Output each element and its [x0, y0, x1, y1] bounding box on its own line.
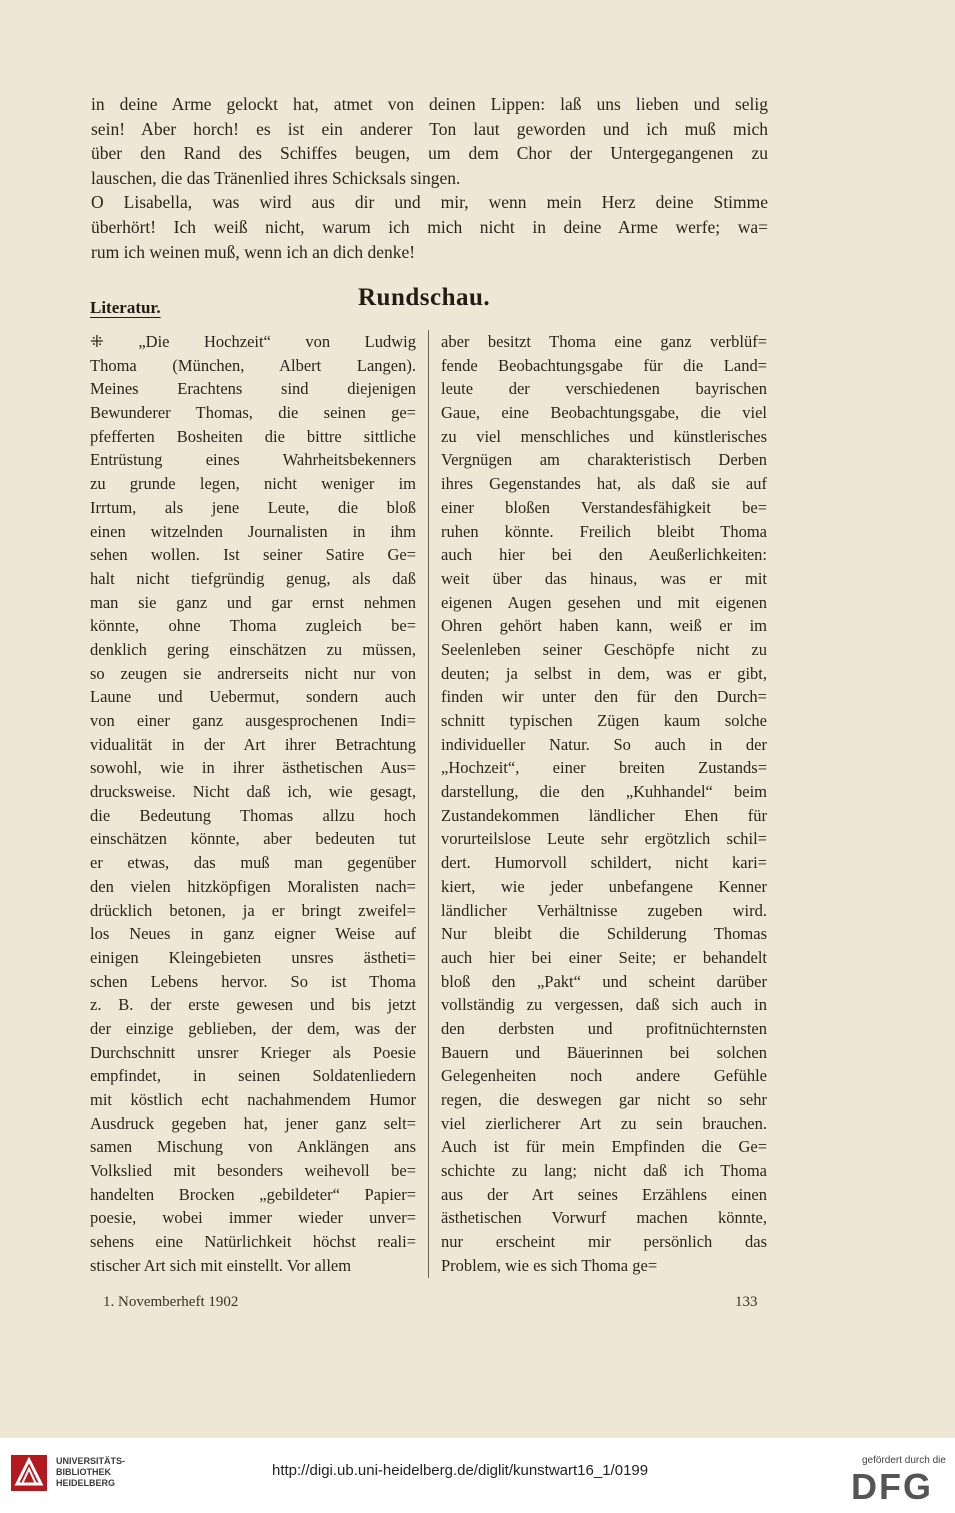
text-line: weit über das hinaus, was er mit	[441, 568, 767, 588]
text-line: ⁜ „Die Hochzeit“ von Ludwig	[90, 332, 416, 351]
text-line: nur erscheint mir persönlich das	[441, 1232, 767, 1252]
text-line: könnte, ohne Thoma zugleich be=	[90, 616, 416, 636]
text-line: aber besitzt Thoma eine ganz verblüf=	[441, 332, 767, 351]
text-line: pfefferten Bosheiten die bittre sittliche	[90, 426, 416, 446]
column-divider	[428, 330, 429, 1278]
text-line: schnitt typischen Zügen kaum solche	[441, 711, 767, 730]
dfg-logo: DFG	[851, 1466, 933, 1507]
left-column	[90, 330, 416, 1278]
text-line: Nur bleibt die Schilderung Thomas	[441, 924, 767, 944]
text-line: z. B. der erste gewesen und bis jetzt	[90, 995, 416, 1015]
text-line: rum ich weinen muß, wenn ich an dich denke!	[91, 241, 416, 262]
section-heading: Rundschau.	[358, 284, 491, 311]
text-line: Zustandekommen ländlicher Ehen für	[441, 805, 767, 825]
text-line: einen witzelnden Journalisten in ihm	[90, 521, 416, 541]
text-line: sein! Aber horch! es ist ein anderer Ton laut geworden und ich muß mich	[91, 118, 768, 139]
text-line: vorurteilslose Leute sehr ergötzlich schil=	[441, 829, 767, 849]
text-line: überhört! Ich weiß nicht, warum ich mich nicht in deine Arme werfe; wa=	[91, 216, 768, 237]
text-line: empfindet, in seinen Soldatenliedern	[90, 1066, 416, 1086]
text-line: sehen wollen. Ist seiner Satire Ge=	[90, 545, 416, 565]
text-line: fende Beobachtungsgabe für die Land=	[441, 355, 767, 375]
text-line: ästhetischen Vorwurf machen könnte,	[441, 1208, 767, 1228]
text-line: „Hochzeit“, einer breiten Zustands=	[441, 758, 767, 778]
text-line: bloß den „Pakt“ und scheint darüber	[441, 971, 767, 991]
text-line: drucksweise. Nicht daß ich, wie gesagt,	[90, 782, 416, 802]
funding-caption: gefördert durch die	[862, 1455, 946, 1466]
text-line: vollständig zu vergessen, daß sich auch in	[441, 995, 767, 1015]
text-line: Thoma (München, Albert Langen).	[90, 355, 416, 375]
text-line: regen, die deswegen gar nicht so sehr	[441, 1090, 767, 1109]
text-line: Meines Erachtens sind diejenigen	[90, 379, 416, 399]
text-line: Auch ist für mein Empfinden die Ge=	[441, 1137, 767, 1157]
text-line: einer bloßen Verstandesfähigkeit be=	[441, 497, 767, 517]
text-line: deuten; ja selbst in dem, was er gibt,	[441, 663, 767, 683]
text-line: Laune und Uebermut, sondern auch	[90, 687, 416, 707]
text-line: in deine Arme gelockt hat, atmet von deinen Lippen: laß uns lieben und selig	[91, 94, 768, 114]
page-number: 133	[735, 1294, 758, 1310]
text-line: Durchschnitt unsrer Krieger als Poesie	[90, 1042, 416, 1062]
text-line: stischer Art sich mit einstellt. Vor allem	[90, 1255, 352, 1275]
text-line: Volkslied mit besonders weihevoll be=	[90, 1161, 416, 1181]
literature-label: Literatur.	[90, 298, 161, 317]
text-line: kiert, wie jeder unbefangene Kenner	[441, 876, 767, 896]
text-line: vidualität in der Art ihrer Betrachtung	[90, 734, 416, 754]
text-line: handelten Brocken „gebildeter“ Papier=	[90, 1184, 416, 1204]
text-line: zu viel menschliches und künstlerisches	[441, 426, 767, 446]
text-line: Irrtum, als jene Leute, die bloß	[90, 497, 416, 517]
text-line: ruhen könnte. Freilich bleibt Thoma	[441, 521, 767, 541]
issue-label: 1. Novemberheft 1902	[103, 1294, 239, 1310]
text-line: darstellung, die den „Kuhhandel“ beim	[441, 782, 767, 802]
text-line: einigen Kleingebieten unsres ästheti=	[90, 947, 416, 967]
text-line: über den Rand des Schiffes beugen, um dem Chor der Untergegangenen zu	[91, 143, 768, 164]
text-line: individueller Natur. So auch in der	[441, 734, 767, 754]
text-line: drücklich betonen, ja er bringt zweifel=	[90, 900, 416, 920]
text-line: der einzige geblieben, der dem, was der	[90, 1018, 416, 1038]
text-line: Problem, wie es sich Thoma ge=	[441, 1255, 658, 1275]
text-line: dert. Humorvoll schildert, nicht kari=	[441, 853, 767, 873]
text-line: schen Lebens hervor. So ist Thoma	[90, 971, 416, 991]
text-line: sowohl, wie in ihrer ästhetischen Aus=	[90, 758, 416, 778]
text-line: Bauern und Bäuerinnen bei solchen	[441, 1042, 767, 1062]
text-line: Entrüstung eines Wahrheitsbekenners	[90, 450, 416, 470]
text-line: ländlicher Verhältnisse zugeben wird.	[441, 900, 767, 920]
text-line: eigenen Augen gesehen und mit eigenen	[441, 592, 767, 612]
text-line: man sie ganz und gar ernst nehmen	[90, 592, 416, 612]
text-line: die Bedeutung Thomas allzu hoch	[90, 805, 416, 825]
text-line: Seelenleben seiner Geschöpfe nicht zu	[441, 639, 767, 659]
text-line: leute der verschiedenen bayrischen	[441, 379, 767, 399]
text-line: viel zierlicherer Art zu sein brauchen.	[441, 1113, 767, 1133]
text-line: von einer ganz ausgesprochenen Indi=	[90, 711, 416, 730]
source-url[interactable]: http://digi.ub.uni-heidelberg.de/diglit/kunstwart16_1/0199	[272, 1462, 649, 1479]
text-line: den vielen hitzköpfigen Moralisten nach=	[90, 876, 416, 896]
right-column	[441, 330, 767, 1278]
text-line: halt nicht tiefgründig genug, als daß	[90, 568, 416, 588]
text-line: er etwas, das muß man gegenüber	[90, 853, 416, 873]
text-line: mit köstlich echt nachahmendem Humor	[90, 1090, 416, 1109]
text-line: lauschen, die das Tränenlied ihres Schicksals singen.	[91, 167, 461, 188]
text-line: Gaue, eine Beobachtungsgabe, die viel	[441, 403, 767, 423]
text-line: einschätzen könnte, aber bedeuten tut	[90, 829, 416, 849]
text-line: Gelegenheiten noch andere Gefühle	[441, 1066, 767, 1086]
university-seal-icon	[10, 1454, 48, 1492]
text-line: so zeugen sie andrerseits nicht nur von	[90, 663, 416, 683]
text-line: Bewunderer Thomas, die seinen ge=	[90, 403, 416, 423]
text-line: finden wir unter den für den Durch=	[441, 687, 767, 707]
text-line: sehens eine Natürlichkeit höchst reali=	[90, 1232, 416, 1252]
text-line: auch hier bei einer Seite; er behandelt	[441, 947, 767, 967]
text-line: poesie, wobei immer wieder unver=	[90, 1208, 416, 1228]
text-line: den derbsten und profitnüchternsten	[441, 1018, 767, 1038]
library-name: UNIVERSITÄTS- BIBLIOTHEK HEIDELBERG	[56, 1456, 126, 1488]
text-line: schichte zu lang; nicht daß ich Thoma	[441, 1161, 767, 1181]
text-line: Vergnügen am charakteristisch Derben	[441, 450, 767, 470]
text-line: auch hier bei den Aeußerlichkeiten:	[441, 545, 767, 565]
text-line: denklich gering einschätzen zu müssen,	[90, 639, 416, 659]
text-line: los Neues in ganz eigner Weise auf	[90, 924, 416, 944]
intro-paragraph	[91, 92, 768, 264]
text-line: O Lisabella, was wird aus dir und mir, wenn mein Herz deine Stimme	[91, 192, 768, 213]
text-line: aus der Art seines Erzählens einen	[441, 1184, 767, 1204]
text-line: samen Mischung von Anklängen ans	[90, 1137, 416, 1157]
text-line: zu grunde legen, nicht weniger im	[90, 474, 416, 494]
text-line: ihres Gegenstandes hat, als daß sie auf	[441, 474, 767, 494]
text-line: Ohren gehört haben kann, weiß er im	[441, 616, 767, 636]
text-line: Ausdruck gegeben hat, jener ganz selt=	[90, 1113, 416, 1133]
